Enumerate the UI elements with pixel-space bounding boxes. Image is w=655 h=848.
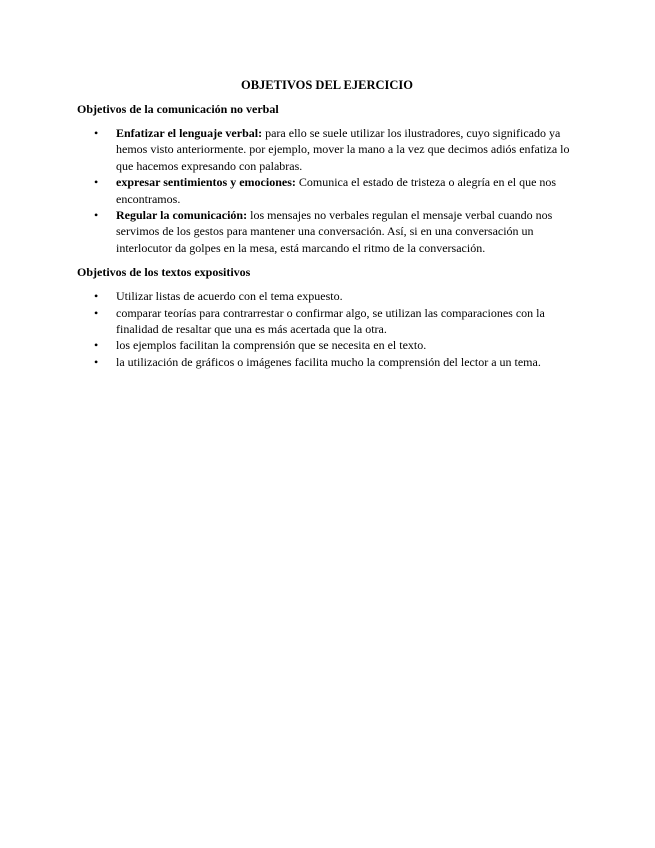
list-item-text: para ello se suele utilizar los ilustradores, cuyo significado ya hemos visto anteriormente. por ejemplo, mover la mano a la vez que decimos adiós enfatiza lo que hacemos expresando con palabras.: [116, 126, 570, 173]
list-item-text: los mensajes no verbales regulan el mensaje verbal cuando nos servimos de los gestos para mantener una conversación. Así, si en una conversación un interlocutor da golpes en la mesa, está marcando el ritmo de la conversación.: [116, 208, 553, 255]
list-item: [77, 174, 577, 207]
list-item-text: la utilización de gráficos o imágenes facilita mucho la comprensión del lector a un tema.: [116, 354, 541, 369]
list-item-text: comparar teorías para contrarrestar o confirmar algo, se utilizan las comparaciones con la finalidad de resaltar que una es más acertada que la otra.: [116, 305, 545, 337]
section-heading-comunicacion-no-verbal: Objetivos de la comunicación no verbal: [77, 102, 279, 116]
document-content: [77, 77, 577, 378]
list-item: [77, 354, 577, 370]
list-item: [77, 288, 577, 304]
bullet-icon: •: [94, 289, 99, 304]
bullet-icon: •: [94, 354, 99, 369]
list-item-bold-label: Regular la comunicación:: [116, 208, 248, 223]
list-item-bold-label: Enfatizar el lenguaje verbal:: [116, 126, 263, 140]
bullet-icon: •: [94, 208, 99, 223]
bullet-icon: •: [94, 126, 99, 140]
bullet-icon: •: [94, 338, 99, 353]
list-item-text: los ejemplos facilitan la comprensión que se necesita en el texto.: [116, 338, 427, 353]
section-heading-textos-expositivos: Objetivos de los textos expositivos: [77, 265, 251, 280]
bullet-icon: •: [94, 305, 99, 320]
document-title: OBJETIVOS DEL EJERCICIO: [240, 78, 414, 92]
list-item: [77, 125, 577, 174]
list-item: [77, 305, 577, 338]
list-comunicacion-no-verbal: [77, 125, 577, 256]
list-item-bold-label: expresar sentimientos y emociones:: [116, 175, 296, 190]
list-item-text: Utilizar listas de acuerdo con el tema expuesto.: [116, 289, 343, 304]
bullet-icon: •: [94, 175, 99, 190]
list-item-text: Comunica el estado de tristeza o alegría en el que nos encontramos.: [116, 175, 557, 206]
list-item: [77, 337, 577, 353]
list-textos-expositivos: [77, 288, 577, 370]
list-item: [77, 207, 577, 256]
